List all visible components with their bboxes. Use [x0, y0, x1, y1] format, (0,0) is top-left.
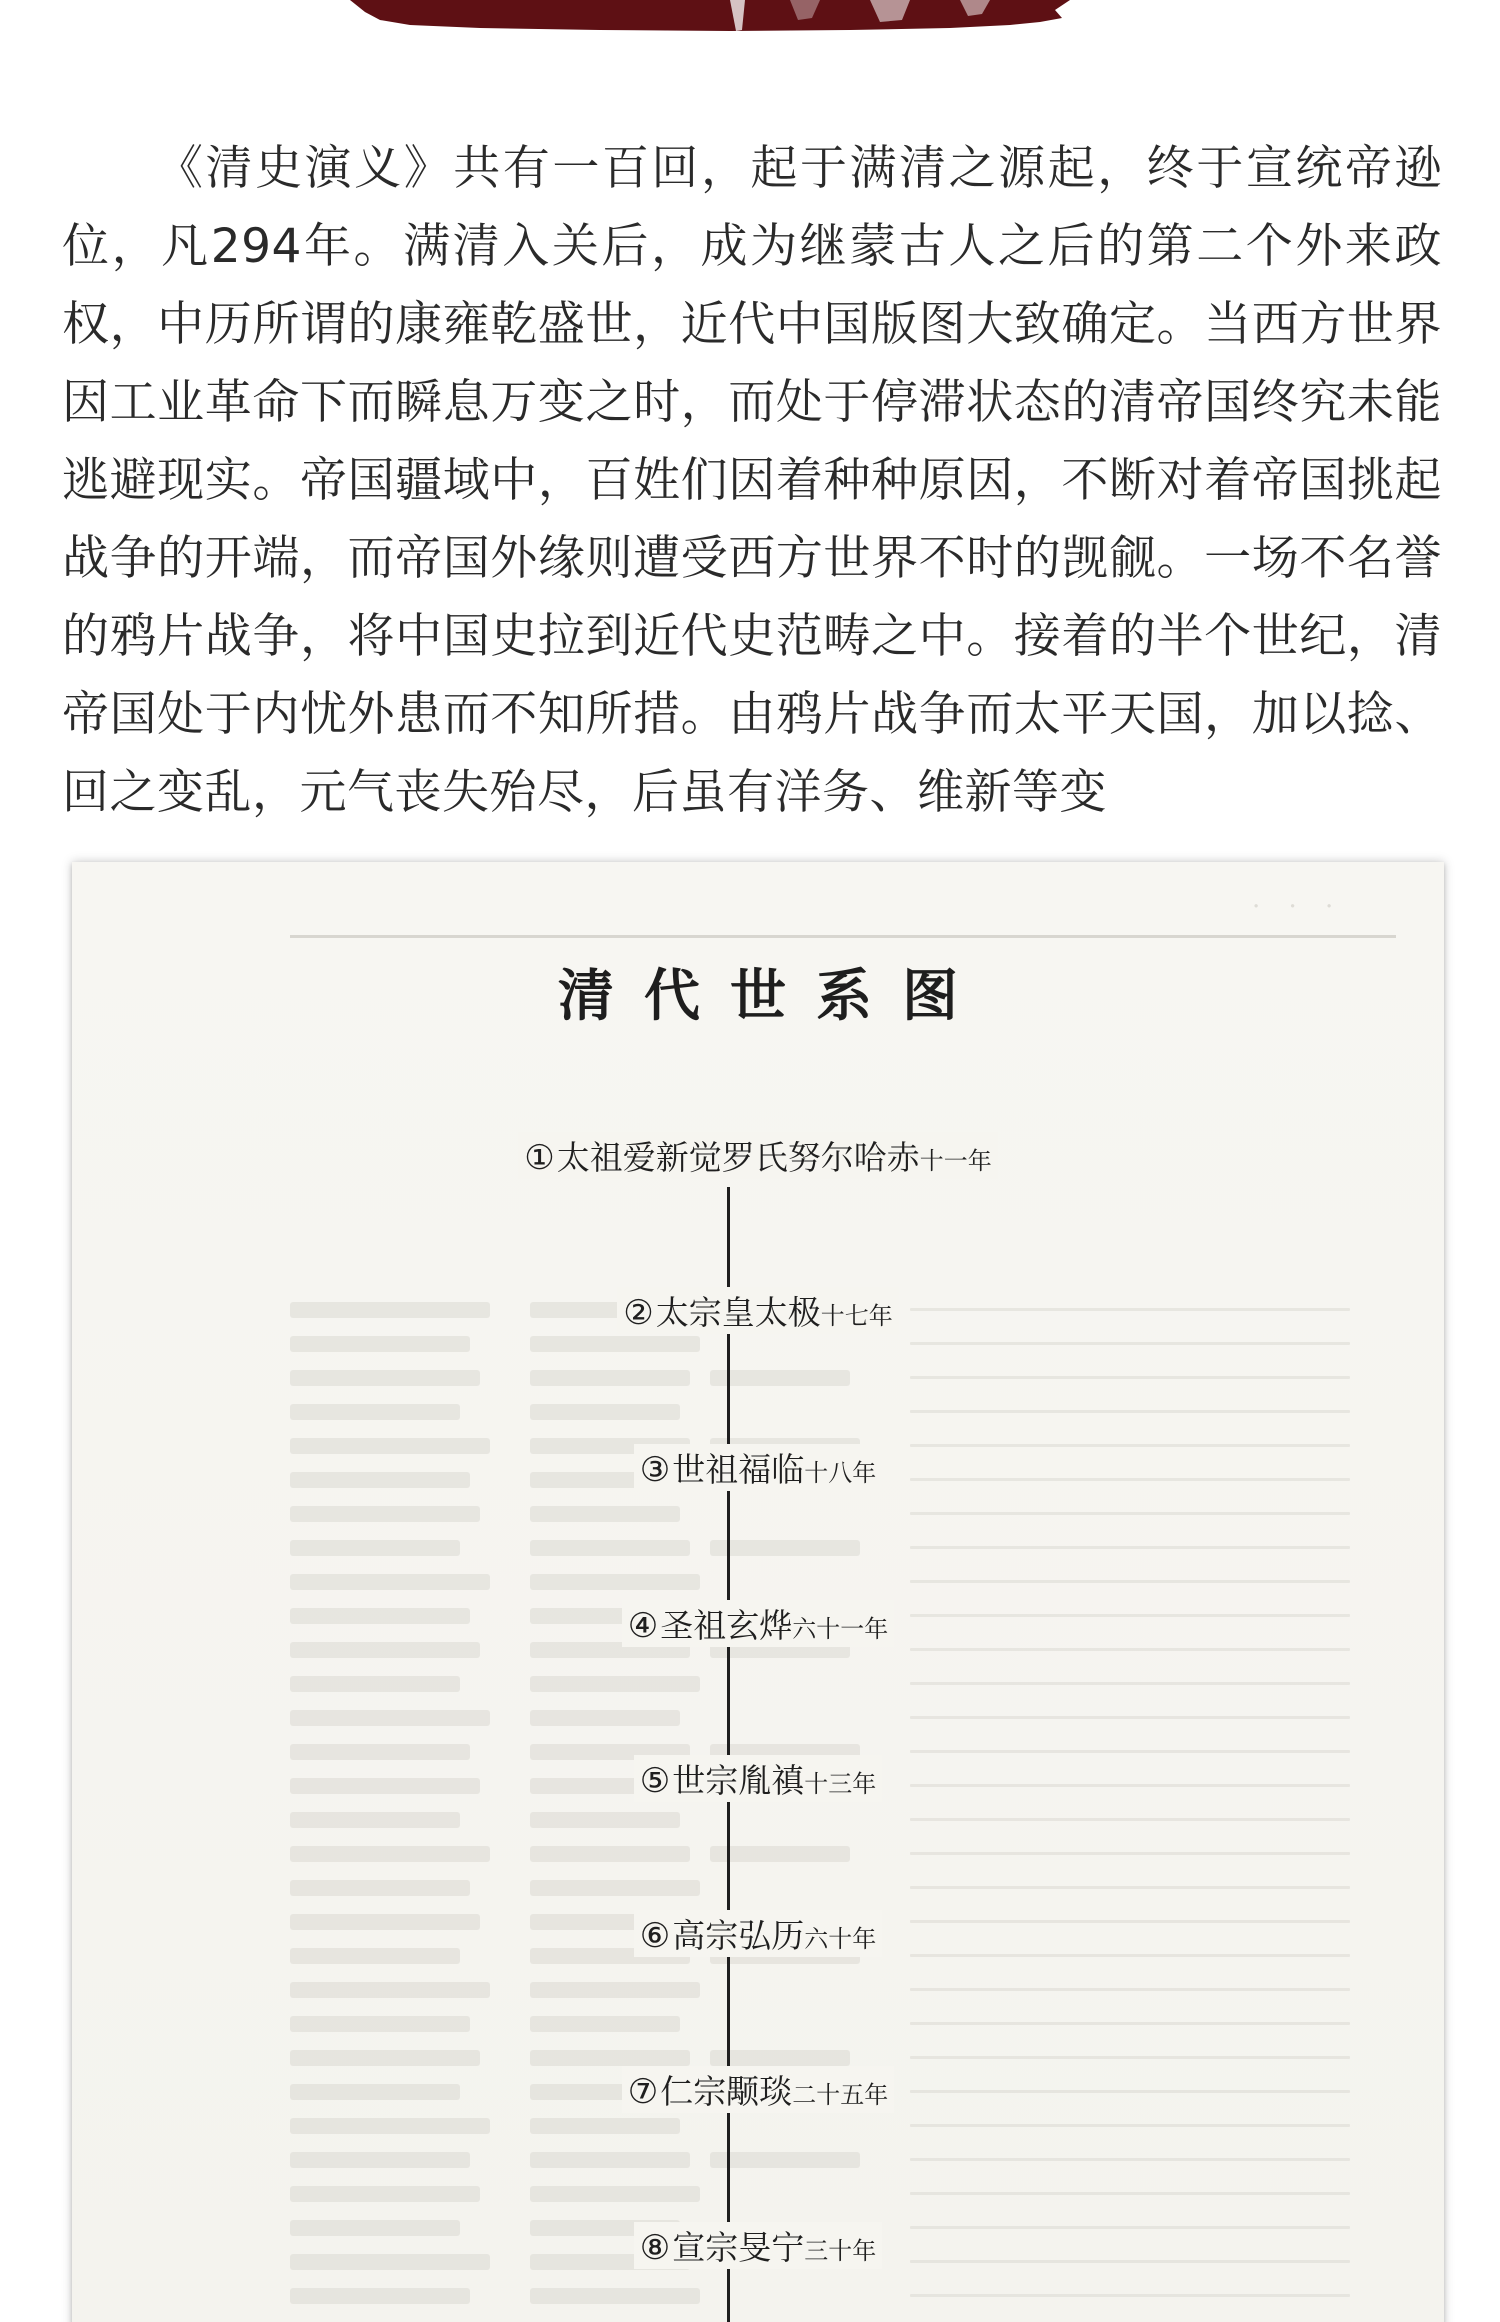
genealogy-title: 清代世系图: [558, 963, 988, 1029]
page-header-mark: · · ·: [1252, 892, 1344, 922]
ruler-number: ⑤: [639, 1761, 671, 1801]
ruler-chip: [622, 1600, 894, 1647]
ruler-number: ⑧: [639, 2228, 671, 2268]
ruler-reign-years: 二十五年: [792, 2081, 889, 2109]
ruler-number: ④: [627, 1606, 659, 1646]
ruler-reign-years: 六十年: [804, 1925, 877, 1953]
ruler-entry: [72, 1755, 1444, 1802]
ruler-number: ③: [639, 1450, 671, 1490]
ruler-entry: [72, 1910, 1444, 1957]
ruler-number: ①: [524, 1138, 555, 1178]
ruler-entry: [72, 2066, 1444, 2113]
ruler-reign-years: 三十年: [804, 2237, 877, 2265]
ruler-number: ⑦: [627, 2072, 659, 2112]
ruler-reign-years: 十七年: [820, 1302, 893, 1330]
ruler-entry: [72, 1444, 1444, 1491]
ruler-chip: [617, 1287, 898, 1334]
ruler-name: 圣祖玄烨: [660, 1606, 793, 1645]
ruler-name: 世宗胤禛: [672, 1761, 805, 1800]
ruler-entry: [72, 2222, 1444, 2269]
ruler-chip: [518, 1132, 997, 1179]
ruler-chip: [634, 1755, 882, 1802]
ruler-reign-years: 十三年: [804, 1770, 877, 1798]
ruler-reign-years: 十一年: [919, 1147, 992, 1175]
book-page-photo: [72, 862, 1444, 2322]
ruler-chip: [634, 2222, 882, 2269]
ruler-name: 太宗皇太极: [655, 1293, 821, 1332]
ruler-number: ⑥: [639, 1916, 671, 1956]
ruler-entry: [72, 1600, 1444, 1647]
ruler-name: 宣宗旻宁: [672, 2228, 805, 2267]
ruler-name: 太祖爱新觉罗氏努尔哈赤: [556, 1138, 920, 1177]
ruler-name: 仁宗颙琰: [660, 2072, 793, 2111]
ruler-entry: [72, 1132, 1444, 1179]
ruler-reign-years: 六十一年: [792, 1615, 889, 1643]
ruler-name: 世祖福临: [672, 1450, 805, 1489]
decorative-title-banner: [350, 0, 1070, 34]
ruler-chip: [634, 1910, 882, 1957]
banner-brush-icon: [350, 0, 1070, 34]
ruler-number: ②: [623, 1293, 654, 1333]
ruler-chip: [634, 1444, 882, 1491]
ruler-chip: [622, 2066, 894, 2113]
ruler-name: 高宗弘历: [672, 1916, 805, 1955]
page-header-rule: [290, 935, 1396, 938]
ruler-reign-years: 十八年: [804, 1459, 877, 1487]
ruler-entry: [72, 1287, 1444, 1334]
intro-paragraph: 《清史演义》共有一百回，起于满清之源起，终于宣统帝逊位，凡294年。满清入关后，成为继蒙古人之后的第二个外来政权，中历所谓的康雍乾盛世，近代中国版图大致确定。当西方世界因工业革命下而瞬息万变之时，而处于停滞状态的清帝国终究未能逃避现实。帝国疆域中，百姓们因着种种原因，不断对着帝国挑起战争的开端，而帝国外缘则遭受西方世界不时的觊觎。一场不名誉的鸦片战争，将中国史拉到近代史范畴之中。接着的半个世纪，清帝国处于内忧外患而不知所措。由鸦片战争而太平天国，加以捻、回之变乱，元气丧失殆尽，后虽有洋务、维新等变: [62, 141, 1442, 820]
